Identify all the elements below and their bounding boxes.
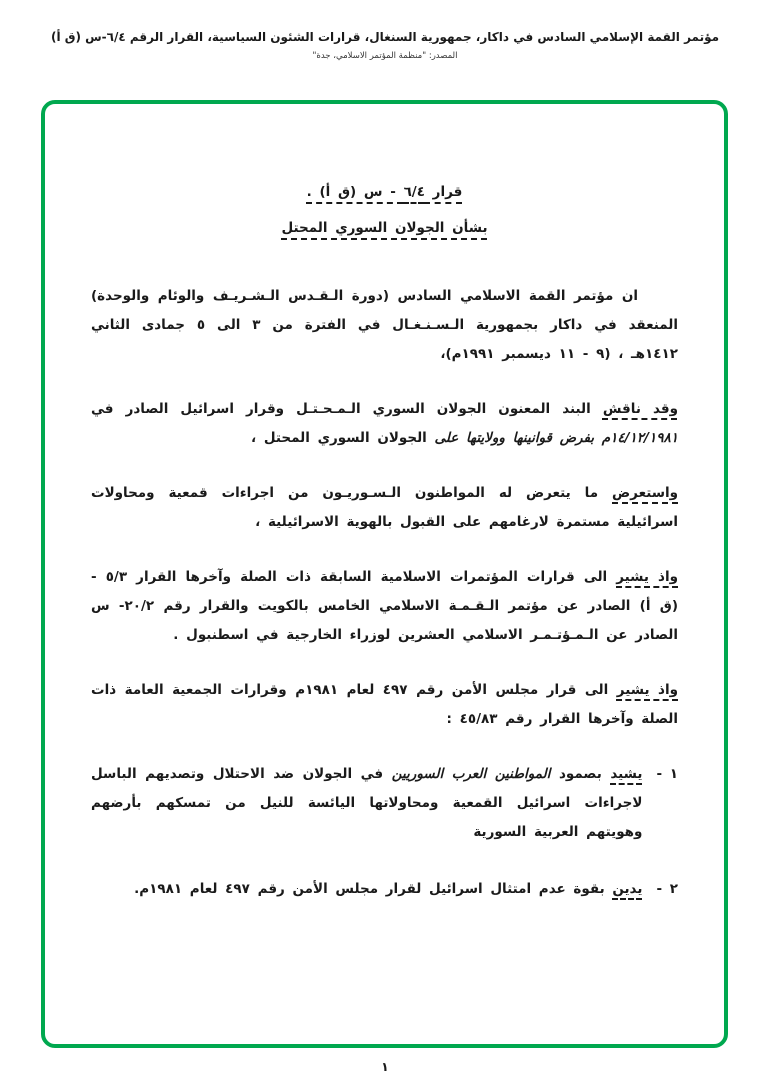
page-number: ١ xyxy=(381,1059,389,1074)
paragraph-text: ما يتعرض له المواطنون الـسـوريـون من اجراءات قمعية ومحاولات اسرائيلية مستمرة لارغامهم على القبول بالهوية الاسرائيلية ، xyxy=(91,485,678,530)
paragraph-text: الى قرارات المؤتمرات الاسلامية السابقة ذات الصلة وآخرها القرار ٥/٣ - (ق أ) الصادر عن مؤتمر الـقـمـة الاسلامي الخامس بالكويت والقرار رقم ٢٠/٢- س الصادر عن الـمـؤتـمـر الاسلامي العشرين لوزراء الخارجية في اسطنبول . xyxy=(91,569,678,643)
paragraph-text: الجولان السوري المحتل ، xyxy=(251,430,435,446)
item-text xyxy=(91,760,642,847)
lead-word: وقد ناقش xyxy=(602,401,678,417)
paragraph-text: ان مؤتمر القمة الاسلامي السادس (دورة الـقـدس الـشـريـف والوئام والوحدة) المنعقد في داكار بجمهورية الـسـنـغـال في الفترة من ٣ الى ٥ جمادى الثاني ١٤١٢هـ ، (٩ - ١١ ديسمبر ١٩٩١م)، xyxy=(91,288,678,362)
paragraph-text: البند المعنون الجولان السوري الـمـحـتـل وقرار اسرائيل الصادر في xyxy=(91,401,603,417)
preamble-paragraph-2 xyxy=(91,395,678,453)
operative-items xyxy=(91,760,678,904)
resolution-number-line xyxy=(91,174,678,210)
resolution-number: قرار ٦/٤ - س (ق أ) . xyxy=(306,184,463,200)
lead-word: واذ يشير xyxy=(616,569,678,585)
paragraph-text: بصمود xyxy=(550,766,611,782)
item-number: ١ - xyxy=(656,766,678,782)
resolution-title xyxy=(91,174,678,246)
paragraph-text: الى قرار مجلس الأمن رقم ٤٩٧ لعام ١٩٨١م وقرارات الجمعية العامة ذات الصلة وآخرها القرار رقم ٤٥/٨٣ : xyxy=(91,682,678,727)
resolution-subject: بشأن الجولان السوري المحتل xyxy=(281,220,488,236)
operative-item-2 xyxy=(91,875,678,904)
operative-item-1 xyxy=(91,760,678,847)
document-content xyxy=(45,104,724,904)
lead-word: يدين xyxy=(612,881,643,897)
document-header xyxy=(0,30,770,61)
emphasized-text: ١٤/١٢/١٩٨١م بفرض قوانينها وولايتها على xyxy=(434,430,678,446)
lead-word: واذ يشير xyxy=(616,682,678,698)
paragraph-text: بقوة عدم امتثال اسرائيل لقرار مجلس الأمن رقم ٤٩٧ لعام ١٩٨١م. xyxy=(134,881,613,897)
lead-word: يشيد xyxy=(610,766,643,782)
resolution-subject-line xyxy=(91,210,678,246)
header-citation: مؤتمر القمة الإسلامي السادس في داكار، جمهورية السنغال، قرارات الشئون السياسية، القرار الرقم ٦/٤-س (ق أ) xyxy=(50,30,720,44)
preamble-paragraph-5 xyxy=(91,676,678,734)
header-source: المصدر: "منظمة المؤتمر الاسلامي، جدة" xyxy=(312,51,458,61)
lead-word: واستعرض xyxy=(612,485,678,501)
preamble-paragraph-3 xyxy=(91,479,678,537)
document-frame xyxy=(41,100,728,1048)
item-number: ٢ - xyxy=(656,881,678,897)
preamble-paragraph-4 xyxy=(91,563,678,650)
paragraph-text: في الجولان ضد الاحتلال وتصديهم الباسل لاجراءات اسرائيل القمعية ومحاولاتها اليائسة للنيل من تمسكهم بأرضهم وهويتهم العربية السورية xyxy=(91,766,643,840)
item-text xyxy=(91,875,642,904)
preamble-paragraph-1 xyxy=(91,282,678,369)
emphasized-text: المواطنين العرب السوريين xyxy=(391,766,551,782)
